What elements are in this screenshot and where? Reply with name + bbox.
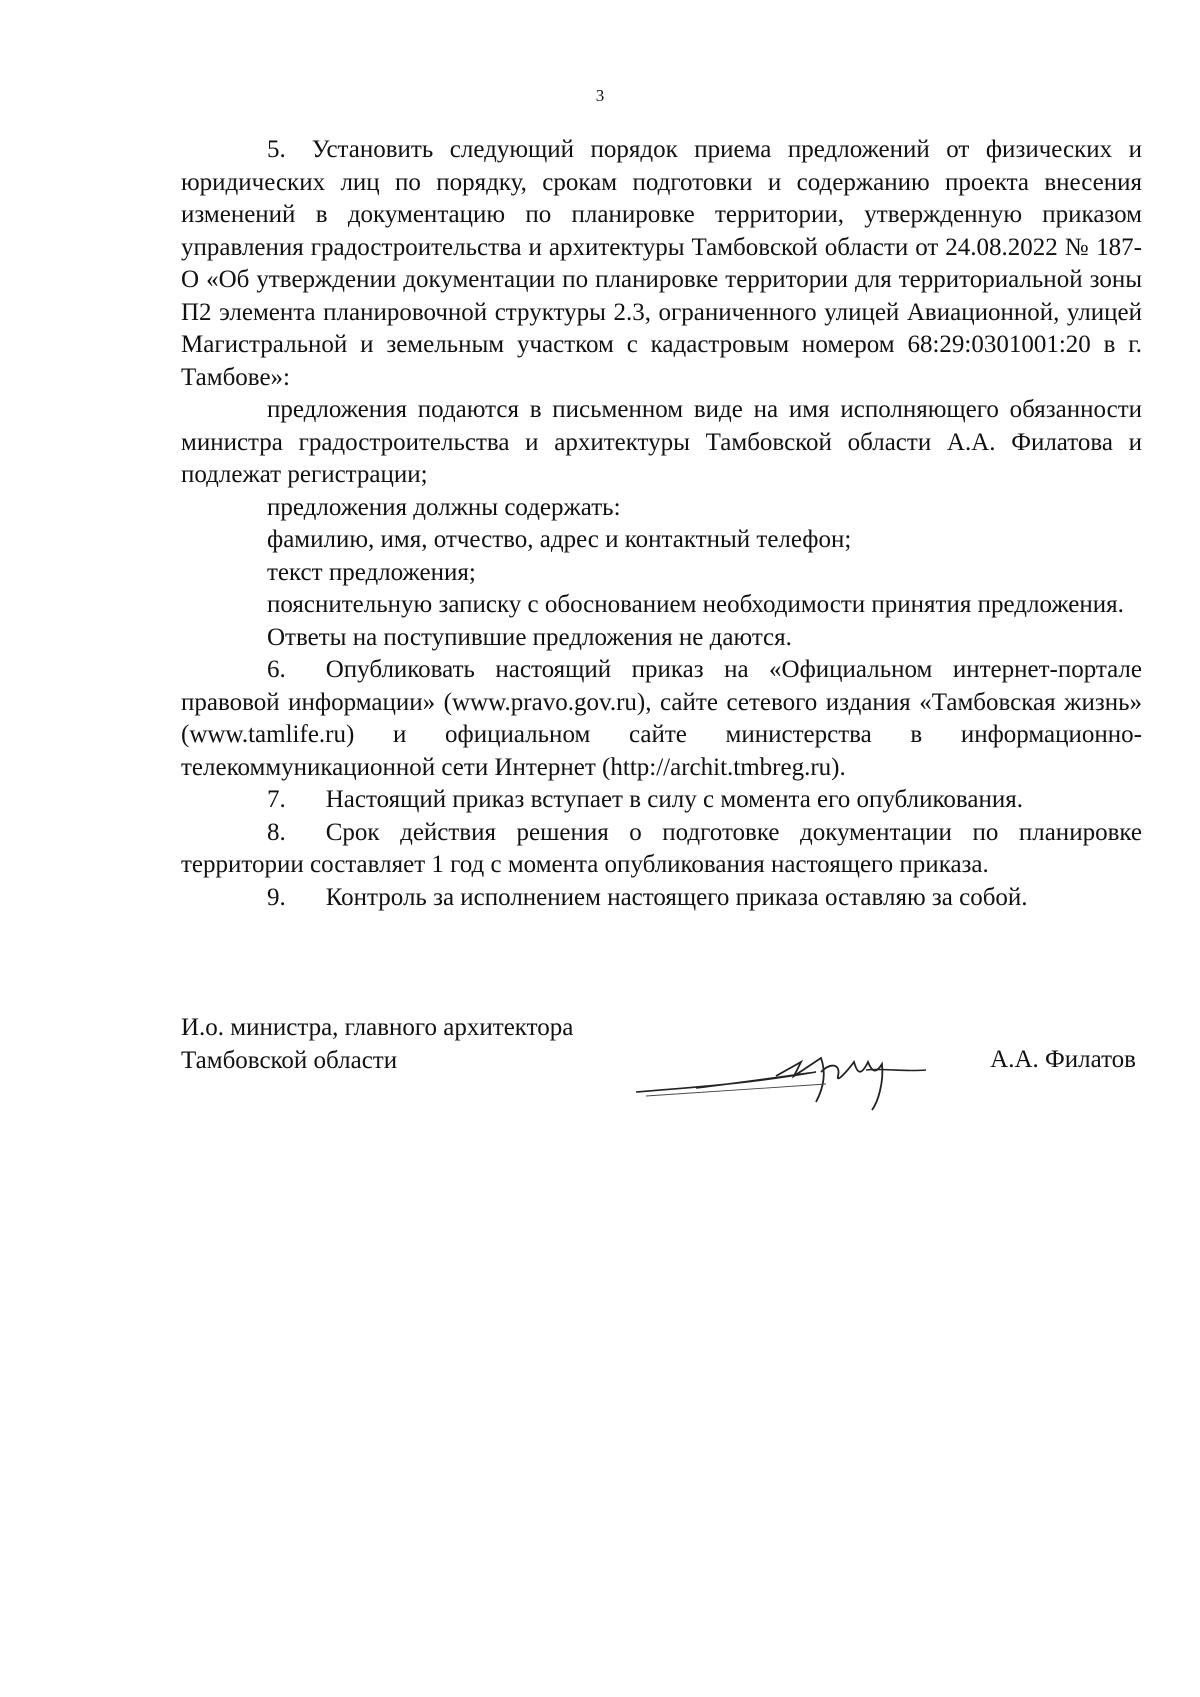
- paragraph-8-number: 8.: [267, 818, 286, 846]
- paragraph-7-text: Настоящий приказ вступает в силу с момента его опубликования.: [325, 786, 1023, 813]
- paragraph-6-text: Опубликовать настоящий приказ на «Официальном интернет-портале правовой информации» (www.pravo.gov.ru), сайте сетевого издания «Тамбовская жизнь» (www.tamlife.ru) и официальном сайте министерства в информационно-телекоммуникационной сети Интернет (http://archit.tmbreg.ru).: [181, 656, 1142, 781]
- paragraph-proposals-form: предложения подаются в письменном виде на имя исполняющего обязанности министра градостроительства и архитектуры Тамбовской области А.А. Филатова и подлежат регистрации;: [181, 396, 1142, 488]
- paragraph-9: [181, 882, 1142, 915]
- signatory-name: А.А. Филатов: [990, 1046, 1136, 1073]
- signatory-title-line-1: И.о. министра, главного архитектора: [181, 1014, 574, 1041]
- paragraph-no-answers: Ответы на поступившие предложения не даются.: [267, 623, 792, 651]
- paragraph-6: [181, 654, 1142, 784]
- paragraph-7: [181, 784, 1142, 817]
- document-body: [181, 134, 1142, 914]
- paragraph-9-text: Контроль за исполнением настоящего приказа оставляю за собой.: [325, 883, 1028, 911]
- paragraph-5: [181, 134, 1142, 394]
- signature-block: [181, 1012, 1142, 1077]
- paragraph-6-number: 6.: [267, 656, 286, 683]
- paragraph-proposals-content: предложения должны содержать:: [267, 493, 621, 521]
- paragraph-9-number: 9.: [267, 883, 286, 911]
- page-number: 3: [595, 86, 605, 105]
- paragraph-8: [181, 817, 1142, 882]
- paragraph-8-text: Срок действия решения о подготовке документации по планировке территории составляет 1 год с момента опубликования настоящего приказа.: [181, 818, 1142, 878]
- paragraph-5-number: 5.: [267, 136, 286, 163]
- list-item-text: текст предложения;: [267, 558, 476, 586]
- list-item-note: пояснительную записку с обоснованием необходимости принятия предложения.: [267, 591, 1124, 618]
- paragraph-7-number: 7.: [267, 786, 286, 813]
- signatory-title-line-2: Тамбовской области: [181, 1046, 398, 1074]
- list-item-name: фамилию, имя, отчество, адрес и контактный телефон;: [267, 526, 852, 553]
- handwritten-signature: [626, 1032, 956, 1112]
- paragraph-5-text: Установить следующий порядок приема предложений от физических и юридических лиц по порядку, срокам подготовки и содержанию проекта внесения изменений в документацию по планировке территории, утвержденную приказом управления градостроительства и архитектуры Тамбовской области от 24.08.2022 № 187-О «Об утверждении документации по планировке территории для территориальной зоны П2 элемента планировочной структуры 2.3, ограниченного улицей Авиационной, улицей Магистральной и земельным участком с кадастровым номером 68:29:0301001:20 в г. Тамбове»:: [181, 136, 1142, 391]
